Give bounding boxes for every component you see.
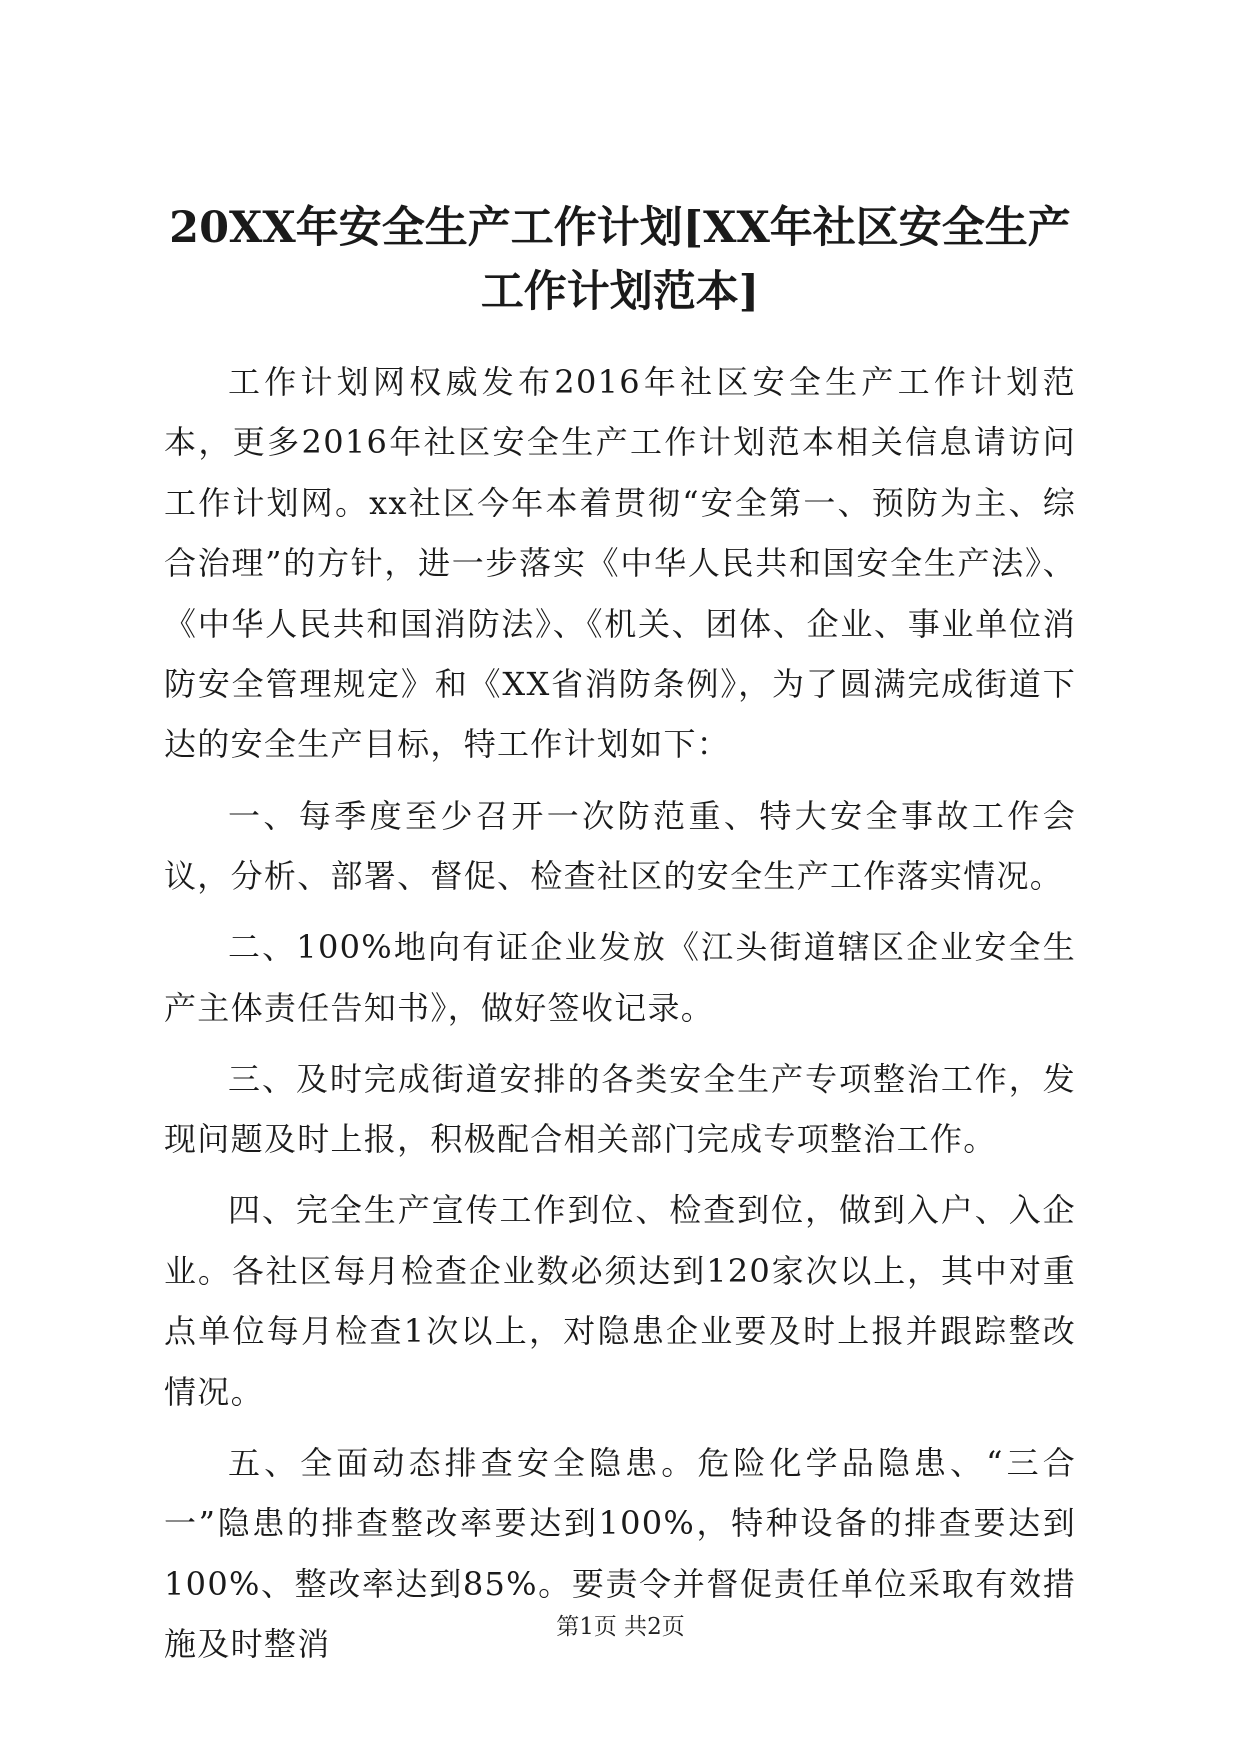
document-body (164, 352, 1076, 1685)
page-footer: 第1页 共2页 (556, 1614, 685, 1640)
paragraph-item-5: 五、全面动态排查安全隐患。危险化学品隐患、“三合一”隐患的排查整改率要达到100%，特种设备的排查要达到100%、整改率达到85%。要责令并督促责任单位采取有效措施及时整消 (164, 1443, 1076, 1664)
paragraph-item-2: 二、100%地向有证企业发放《江头街道辖区企业安全生产主体责任告知书》，做好签收记录。 (164, 928, 1076, 1027)
paragraph-item-1: 一、每季度至少召开一次防范重、特大安全事故工作会议，分析、部署、督促、检查社区的安全生产工作落实情况。 (164, 796, 1076, 896)
paragraph-item-3: 三、及时完成街道安排的各类安全生产专项整治工作，发现问题及时上报，积极配合相关部门完成专项整治工作。 (164, 1059, 1076, 1159)
paragraph-item-4: 四、完全生产宣传工作到位、检查到位，做到入户、入企业。各社区每月检查企业数必须达到120家次以上，其中对重点单位每月检查1次以上，对隐患企业要及时上报并跟踪整改情况。 (164, 1191, 1076, 1411)
document-title: 20XX年安全生产工作计划[XX年社区安全生产工作计划范本] (169, 203, 1071, 317)
paragraph-intro: 工作计划网权威发布2016年社区安全生产工作计划范本，更多2016年社区安全生产工作计划范本相关信息请访问工作计划网。xx社区今年本着贯彻“安全第一、预防为主、综合治理”的方针，进一步落实《中华人民共和国安全生产法》、《中华人民共和国消防法》、《机关、团体、企业、事业单位消防安全管理规定》和《XX省消防条例》，为了圆满完成街道下达的安全生产目标，特工作计划如下： (164, 363, 1076, 764)
